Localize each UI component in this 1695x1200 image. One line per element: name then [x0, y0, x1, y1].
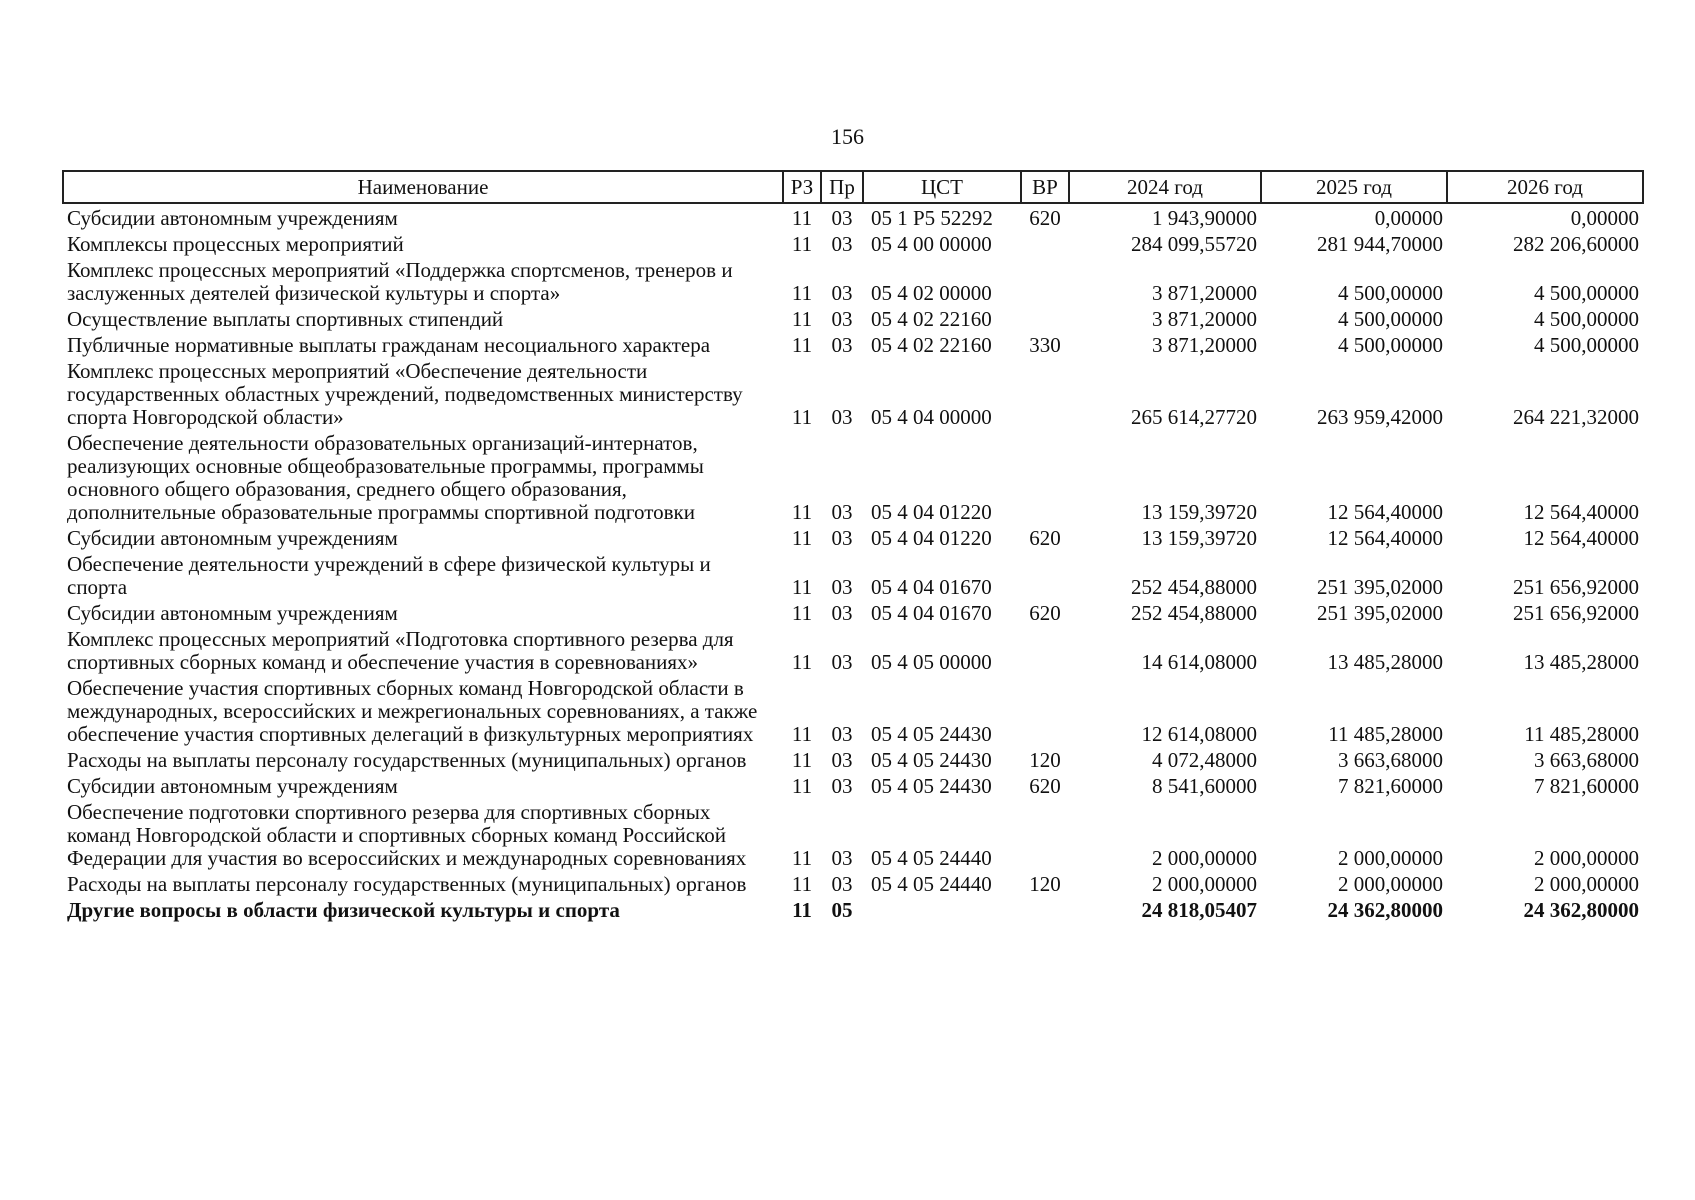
- row-2026: 4 500,00000: [1534, 281, 1639, 305]
- row-2025: 2 000,00000: [1338, 872, 1443, 896]
- row-name: Публичные нормативные выплаты гражданам несоциального характера: [67, 333, 711, 357]
- row-name: Обеспечение подготовки спортивного резерва для спортивных сборных команд Новгородской области и спортивных сборных команд Российской Федерации для участия во всероссийских и международных соревнованиях: [67, 800, 747, 870]
- row-name: Субсидии автономным учреждениям: [67, 774, 398, 798]
- row-rz: 11: [791, 650, 813, 674]
- row-2024: 4 072,48000: [1152, 748, 1257, 772]
- row-cst: 05 4 05 24440: [871, 872, 992, 896]
- header-name: Наименование: [63, 171, 783, 203]
- row-2024: 13 159,39720: [1141, 500, 1257, 524]
- row-2025: 11 485,28000: [1328, 722, 1443, 746]
- row-2026: 4 500,00000: [1534, 307, 1639, 331]
- row-vr: [1021, 896, 1069, 922]
- row-vr: 120: [1029, 748, 1061, 772]
- row-vr: 620: [1029, 601, 1061, 625]
- table-row: [63, 896, 1643, 922]
- table-body: [63, 203, 1643, 922]
- row-name: Субсидии автономным учреждениям: [67, 601, 398, 625]
- row-2024: 2 000,00000: [1152, 872, 1257, 896]
- row-cst: 05 4 05 00000: [871, 650, 992, 674]
- row-vr: 620: [1029, 206, 1061, 230]
- row-2024: 3 871,20000: [1152, 281, 1257, 305]
- table-row: [63, 203, 1643, 230]
- row-2025: 263 959,42000: [1317, 405, 1443, 429]
- row-2024: 8 541,60000: [1152, 774, 1257, 798]
- table-row: [63, 674, 1643, 746]
- row-cst: 05 4 02 22160: [871, 333, 992, 357]
- row-rz: 11: [791, 575, 813, 599]
- row-pr: 03: [831, 774, 853, 798]
- row-2025: 0,00000: [1374, 206, 1443, 230]
- row-name: Комплекс процессных мероприятий «Поддержка спортсменов, тренеров и заслуженных деятелей физической культуры и спорта»: [67, 258, 733, 305]
- row-pr: 03: [831, 307, 853, 331]
- row-name: Комплекс процессных мероприятий «Обеспечение деятельности государственных областных учреждений, подведомственных министерству спорта Новгородской области»: [67, 359, 743, 429]
- table-row: [63, 599, 1643, 625]
- row-2026: 251 656,92000: [1513, 575, 1639, 599]
- row-vr: [1021, 357, 1069, 429]
- table-header-row: [63, 171, 1643, 203]
- row-cst: 05 4 02 00000: [871, 281, 992, 305]
- page-number: 156: [831, 124, 864, 149]
- row-pr: 03: [831, 872, 853, 896]
- row-vr: [1021, 625, 1069, 674]
- row-vr: 620: [1029, 526, 1061, 550]
- row-name: Субсидии автономным учреждениям: [67, 206, 398, 230]
- row-rz: 11: [791, 872, 813, 896]
- row-name: Обеспечение деятельности образовательных организаций-интернатов, реализующих основные общеобразовательные программы, программы основного общего образования, среднего общего образования, дополнительные образовательные программы спортивной подготовки: [67, 431, 704, 524]
- row-pr: 03: [831, 748, 853, 772]
- row-rz: 11: [791, 405, 813, 429]
- table-row: [63, 256, 1643, 305]
- row-rz: 11: [791, 206, 813, 230]
- row-2024: 2 000,00000: [1152, 846, 1257, 870]
- row-cst: 05 4 02 22160: [871, 307, 992, 331]
- row-2026: 13 485,28000: [1523, 650, 1639, 674]
- row-2025: 4 500,00000: [1338, 333, 1443, 357]
- row-name: Субсидии автономным учреждениям: [67, 526, 398, 550]
- row-2026: 264 221,32000: [1513, 405, 1639, 429]
- row-pr: 03: [831, 405, 853, 429]
- row-rz: 11: [791, 601, 813, 625]
- row-name: Расходы на выплаты персоналу государственных (муниципальных) органов: [67, 748, 747, 772]
- row-2026: 2 000,00000: [1534, 872, 1639, 896]
- row-name: Другие вопросы в области физической культуры и спорта: [67, 898, 620, 922]
- row-pr: 03: [831, 232, 853, 256]
- row-vr: [1021, 674, 1069, 746]
- row-vr: 120: [1029, 872, 1061, 896]
- row-2024: 252 454,88000: [1131, 601, 1257, 625]
- row-cst: 05 4 04 00000: [871, 405, 992, 429]
- row-2025: 4 500,00000: [1338, 307, 1443, 331]
- row-rz: 11: [792, 898, 812, 922]
- row-2024: 1 943,90000: [1152, 206, 1257, 230]
- row-2026: 12 564,40000: [1523, 526, 1639, 550]
- budget-table: [62, 170, 1644, 922]
- row-rz: 11: [791, 774, 813, 798]
- row-vr: [1021, 230, 1069, 256]
- row-2025: 281 944,70000: [1317, 232, 1443, 256]
- row-2025: 3 663,68000: [1338, 748, 1443, 772]
- row-name: Комплекс процессных мероприятий «Подготовка спортивного резерва для спортивных сборных команд и обеспечение участия в соревнованиях»: [67, 627, 734, 674]
- row-pr: 03: [831, 650, 853, 674]
- row-rz: 11: [791, 307, 813, 331]
- row-2025: 24 362,80000: [1327, 898, 1443, 922]
- row-2026: 11 485,28000: [1524, 722, 1639, 746]
- row-2024: 252 454,88000: [1131, 575, 1257, 599]
- row-2024: 24 818,05407: [1141, 898, 1257, 922]
- table-row: [63, 524, 1643, 550]
- table-row: [63, 625, 1643, 674]
- header-rz: РЗ: [783, 171, 821, 203]
- row-2026: 7 821,60000: [1534, 774, 1639, 798]
- table-row: [63, 331, 1643, 357]
- row-2025: 12 564,40000: [1327, 500, 1443, 524]
- row-2025: 251 395,02000: [1317, 575, 1443, 599]
- header-2024: 2024 год: [1069, 171, 1261, 203]
- header-2026: 2026 год: [1447, 171, 1643, 203]
- row-rz: 11: [791, 500, 813, 524]
- table-row: [63, 772, 1643, 798]
- row-pr: 03: [831, 500, 853, 524]
- row-2025: 2 000,00000: [1338, 846, 1443, 870]
- row-rz: 11: [791, 722, 813, 746]
- row-2025: 12 564,40000: [1327, 526, 1443, 550]
- row-rz: 11: [791, 232, 813, 256]
- table-row: [63, 357, 1643, 429]
- row-cst: 05 1 Р5 52292: [871, 206, 993, 230]
- row-2024: 284 099,55720: [1131, 232, 1257, 256]
- table-row: [63, 870, 1643, 896]
- row-2024: 265 614,27720: [1131, 405, 1257, 429]
- row-2026: 282 206,60000: [1513, 232, 1639, 256]
- row-vr: [1021, 305, 1069, 331]
- row-pr: 05: [831, 898, 853, 922]
- header-pr: Пр: [821, 171, 863, 203]
- row-pr: 03: [831, 722, 853, 746]
- row-cst: 05 4 05 24430: [871, 748, 992, 772]
- row-2024: 12 614,08000: [1141, 722, 1257, 746]
- row-2026: 3 663,68000: [1534, 748, 1639, 772]
- row-rz: 11: [791, 748, 813, 772]
- row-2026: 0,00000: [1570, 206, 1639, 230]
- row-2025: 4 500,00000: [1338, 281, 1443, 305]
- header-cst: ЦСТ: [863, 171, 1021, 203]
- row-cst: 05 4 04 01670: [871, 601, 992, 625]
- row-cst: [863, 896, 1021, 922]
- row-2025: 13 485,28000: [1327, 650, 1443, 674]
- row-name: Обеспечение участия спортивных сборных команд Новгородской области в международных, всероссийских и межрегиональных соревнованиях, а также обеспечение участия спортивных делегаций в физкультурных мероприятиях: [67, 676, 758, 746]
- row-vr: [1021, 798, 1069, 870]
- table-row: [63, 230, 1643, 256]
- row-cst: 05 4 00 00000: [871, 232, 992, 256]
- row-pr: 03: [831, 575, 853, 599]
- row-vr: [1021, 550, 1069, 599]
- row-name: Расходы на выплаты персоналу государственных (муниципальных) органов: [67, 872, 747, 896]
- row-2026: 251 656,92000: [1513, 601, 1639, 625]
- row-2024: 3 871,20000: [1152, 307, 1257, 331]
- row-name: Комплексы процессных мероприятий: [67, 232, 404, 256]
- row-2026: 24 362,80000: [1523, 898, 1639, 922]
- row-2025: 251 395,02000: [1317, 601, 1443, 625]
- table-row: [63, 798, 1643, 870]
- row-pr: 03: [831, 333, 853, 357]
- row-cst: 05 4 04 01220: [871, 500, 992, 524]
- row-pr: 03: [831, 206, 853, 230]
- table-row: [63, 746, 1643, 772]
- row-rz: 11: [791, 526, 813, 550]
- table-row: [63, 550, 1643, 599]
- table-row: [63, 305, 1643, 331]
- row-vr: [1021, 429, 1069, 524]
- row-cst: 05 4 05 24430: [871, 722, 992, 746]
- row-vr: [1021, 256, 1069, 305]
- row-2026: 12 564,40000: [1523, 500, 1639, 524]
- row-cst: 05 4 04 01220: [871, 526, 992, 550]
- row-rz: 11: [791, 333, 813, 357]
- row-pr: 03: [831, 526, 853, 550]
- row-2024: 13 159,39720: [1141, 526, 1257, 550]
- header-vr: ВР: [1021, 171, 1069, 203]
- row-name: Обеспечение деятельности учреждений в сфере физической культуры и спорта: [67, 552, 711, 599]
- row-2024: 3 871,20000: [1152, 333, 1257, 357]
- row-pr: 03: [831, 601, 853, 625]
- row-vr: 330: [1029, 333, 1061, 357]
- row-cst: 05 4 05 24440: [871, 846, 992, 870]
- row-2024: 14 614,08000: [1141, 650, 1257, 674]
- row-pr: 03: [831, 281, 853, 305]
- row-cst: 05 4 04 01670: [871, 575, 992, 599]
- row-name: Осуществление выплаты спортивных стипендий: [67, 307, 504, 331]
- row-2026: 4 500,00000: [1534, 333, 1639, 357]
- table-row: [63, 429, 1643, 524]
- row-pr: 03: [831, 846, 853, 870]
- header-2025: 2025 год: [1261, 171, 1447, 203]
- row-vr: 620: [1029, 774, 1061, 798]
- row-rz: 11: [791, 846, 813, 870]
- row-rz: 11: [791, 281, 813, 305]
- row-2025: 7 821,60000: [1338, 774, 1443, 798]
- row-cst: 05 4 05 24430: [871, 774, 992, 798]
- row-2026: 2 000,00000: [1534, 846, 1639, 870]
